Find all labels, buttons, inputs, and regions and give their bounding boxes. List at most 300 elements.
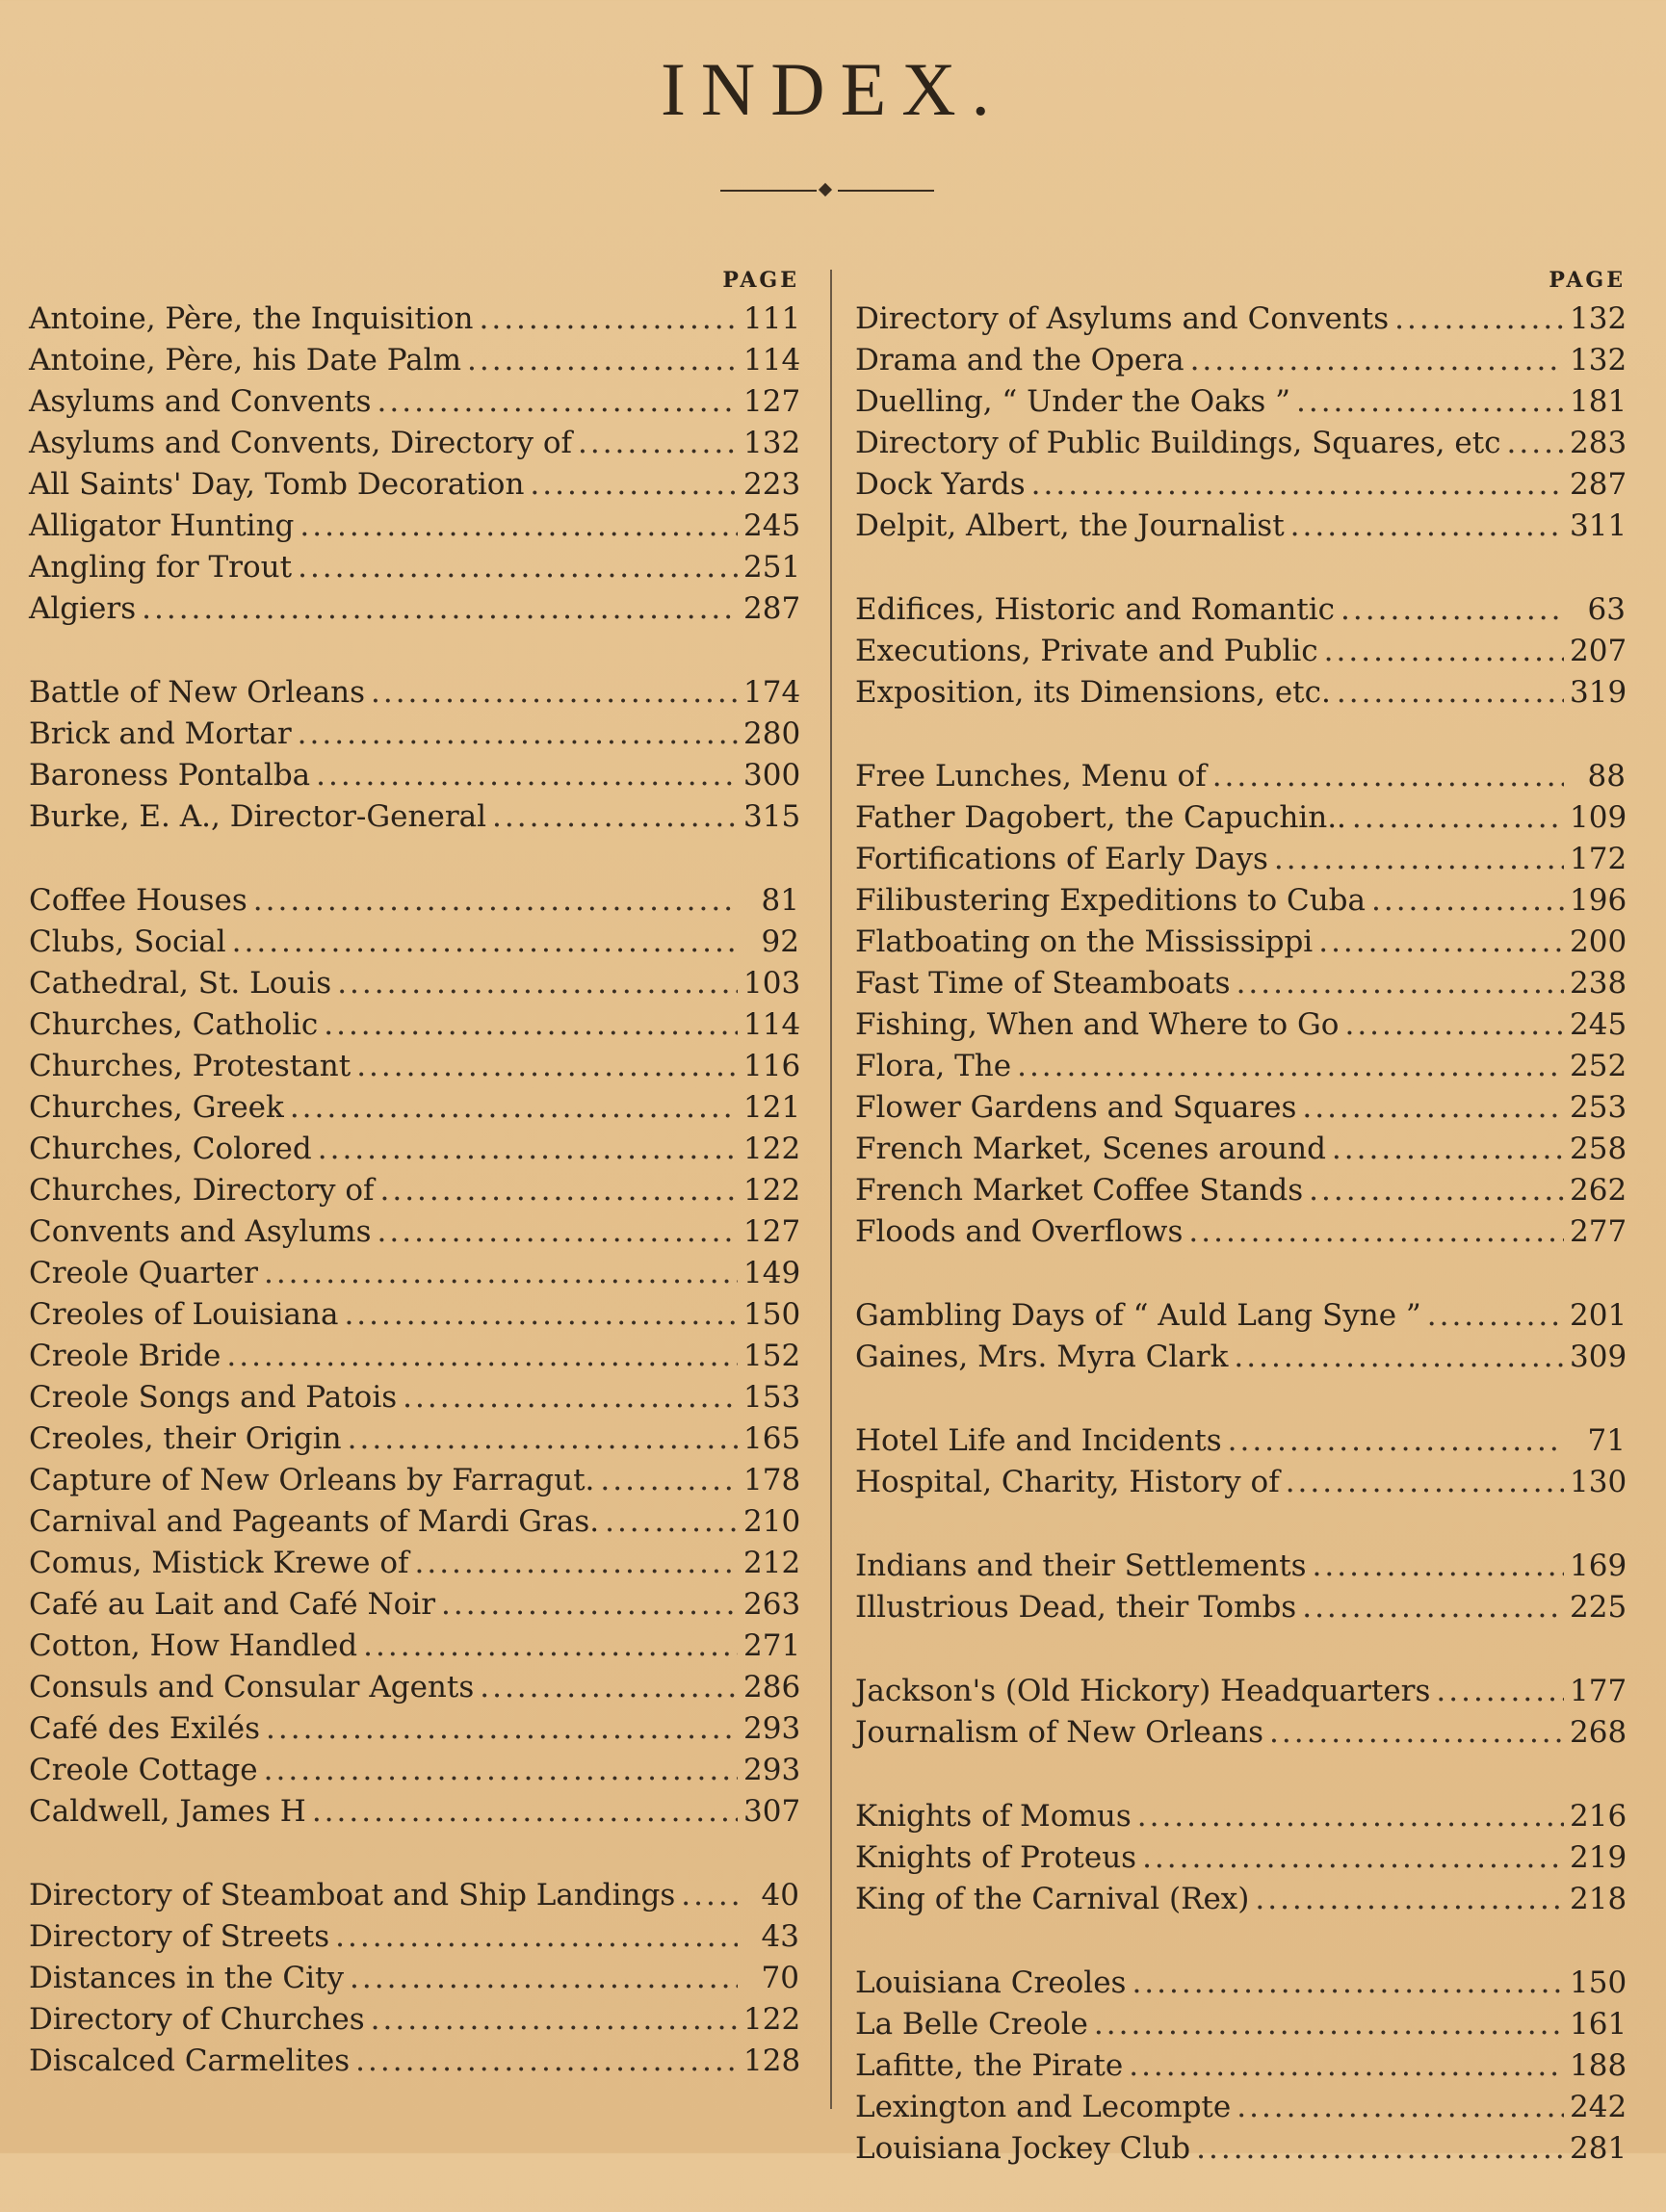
dot-leader: [1142, 1837, 1564, 1879]
entry-name: Drama and the Opera: [855, 343, 1184, 377]
dot-leader: [299, 506, 738, 547]
entry-name: Antoine, Père, the Inquisition: [29, 301, 474, 336]
index-entry: [29, 1875, 799, 1916]
index-entry: [29, 1667, 799, 1708]
index-entry: [29, 755, 799, 796]
entry-page-number: 218: [1570, 1882, 1627, 1916]
entry-name: Directory of Steamboat and Ship Landings: [29, 1878, 676, 1913]
entry-name: Alligator Hunting: [29, 508, 295, 543]
dot-leader: [1302, 1087, 1564, 1129]
entry-name: Gambling Days of “ Auld Lang Syne ”: [855, 1298, 1421, 1333]
dot-leader: [480, 1667, 738, 1708]
dot-leader: [1290, 506, 1564, 547]
index-entry: [29, 1418, 799, 1460]
entry-name: Angling for Trout: [29, 550, 293, 585]
entry-name: Flatboating on the Mississippi: [855, 924, 1314, 959]
entry-page-number: 165: [743, 1421, 801, 1456]
entry-name: Directory of Asylums and Convents: [855, 301, 1390, 336]
index-entry: [855, 839, 1626, 880]
entry-page-number: 263: [743, 1587, 801, 1622]
index-entry: [29, 1626, 799, 1667]
entry-page-number: 127: [743, 384, 801, 419]
entry-page-number: 169: [1570, 1548, 1627, 1583]
entry-page-number: 161: [1570, 2007, 1627, 2042]
index-group: [29, 880, 799, 1833]
entry-name: Knights of Momus: [855, 1799, 1132, 1834]
entry-name: Father Dagobert, the Capuchin..: [855, 800, 1346, 835]
dot-leader: [441, 1584, 738, 1626]
index-entry: [29, 423, 799, 464]
index-entry: [855, 1837, 1626, 1879]
index-entry: [29, 506, 799, 547]
entry-page-number: 216: [1570, 1799, 1627, 1834]
dot-leader: [1436, 1671, 1564, 1712]
dot-leader: [1031, 464, 1564, 506]
dot-leader: [1255, 1879, 1564, 1920]
entry-name: Lafitte, the Pirate: [855, 2048, 1124, 2083]
entry-page-number: 271: [743, 1628, 801, 1663]
entry-page-number: 103: [743, 966, 801, 1001]
entry-name: Fishing, When and Where to Go: [855, 1007, 1340, 1042]
entry-page-number: 153: [743, 1380, 801, 1415]
index-entry: [29, 1129, 799, 1170]
entry-page-number: 287: [1570, 467, 1627, 502]
entry-name: Café au Lait and Café Noir: [29, 1587, 436, 1622]
index-entry: [29, 1377, 799, 1418]
entry-page-number: 225: [1570, 1590, 1627, 1625]
entry-name: Creole Cottage: [29, 1753, 258, 1787]
dot-leader: [1236, 2087, 1564, 2128]
entry-name: French Market, Scenes around: [855, 1132, 1326, 1166]
entry-page-number: 238: [1570, 966, 1627, 1001]
entry-name: Antoine, Père, his Date Palm: [29, 343, 461, 377]
dot-leader: [1309, 1170, 1564, 1211]
entry-page-number: 149: [743, 1256, 801, 1290]
page-title: INDEX.: [660, 47, 1006, 131]
entry-name: Carnival and Pageants of Mardi Gras.: [29, 1504, 600, 1539]
entry-name: Churches, Greek: [29, 1090, 284, 1125]
index-entry: [29, 672, 799, 714]
entry-page-number: 122: [743, 2002, 801, 2037]
index-entry: [29, 1211, 799, 1253]
dot-leader: [1507, 423, 1564, 464]
dot-leader: [356, 1046, 738, 1087]
entry-name: Cotton, How Handled: [29, 1628, 358, 1663]
entry-name: Distances in the City: [29, 1961, 345, 1995]
dot-leader: [578, 423, 738, 464]
entry-page-number: 181: [1570, 384, 1627, 419]
dot-leader: [1274, 839, 1564, 880]
entry-page-number: 40: [761, 1878, 799, 1913]
index-entry: [855, 589, 1626, 631]
index-group: [855, 1420, 1626, 1503]
dot-leader: [1337, 672, 1564, 714]
index-entry: [29, 1708, 799, 1750]
dot-leader: [266, 1708, 738, 1750]
dot-leader: [1302, 1587, 1564, 1628]
entry-page-number: 63: [1587, 592, 1626, 627]
index-entry: [855, 1087, 1626, 1129]
entry-page-number: 201: [1570, 1298, 1627, 1333]
entry-name: Capture of New Orleans by Farragut.: [29, 1463, 595, 1497]
dot-leader: [318, 1129, 738, 1170]
entry-page-number: 178: [743, 1463, 801, 1497]
dot-leader: [348, 1418, 738, 1460]
dot-leader: [1332, 1129, 1564, 1170]
dot-leader: [1234, 1337, 1564, 1378]
entry-page-number: 109: [1570, 800, 1627, 835]
entry-name: Asylums and Convents: [29, 384, 372, 419]
index-entry: [29, 1958, 799, 1999]
entry-page-number: 70: [761, 1961, 799, 1995]
entry-name: Clubs, Social: [29, 924, 226, 959]
dot-leader: [316, 755, 738, 796]
index-entry: [29, 1253, 799, 1294]
index-group: [855, 1963, 1626, 2170]
dot-leader: [1344, 1004, 1564, 1046]
entry-page-number: 174: [743, 675, 801, 710]
entry-name: Churches, Catholic: [29, 1007, 319, 1042]
entry-name: Café des Exilés: [29, 1711, 261, 1746]
entry-name: Comus, Mistick Krewe of: [29, 1546, 409, 1580]
dot-leader: [355, 2041, 738, 2082]
entry-name: Fortifications of Early Days: [855, 842, 1268, 876]
entry-page-number: 43: [761, 1919, 799, 1954]
entry-name: Free Lunches, Menu of: [855, 759, 1207, 794]
index-entry: [29, 963, 799, 1004]
index-entry: [855, 423, 1626, 464]
dot-leader: [371, 1999, 738, 2041]
dot-leader: [1427, 1295, 1564, 1337]
entry-name: Floods and Overflows: [855, 1214, 1184, 1249]
index-entry: [29, 588, 799, 630]
dot-leader: [142, 588, 738, 630]
dot-leader: [1137, 1796, 1564, 1837]
entry-page-number: 245: [1570, 1007, 1627, 1042]
entry-name: Cathedral, St. Louis: [29, 966, 332, 1001]
index-entry: [855, 672, 1626, 714]
dot-leader: [1132, 1963, 1564, 2004]
entry-name: All Saints' Day, Tomb Decoration: [29, 467, 525, 502]
diamond-icon: [819, 183, 832, 196]
dot-leader: [363, 1626, 738, 1667]
entry-page-number: 277: [1570, 1214, 1627, 1249]
dot-leader: [1296, 381, 1564, 423]
entry-page-number: 150: [743, 1297, 801, 1332]
dot-leader: [226, 1336, 738, 1377]
index-entry: [855, 922, 1626, 963]
dot-leader: [264, 1253, 738, 1294]
entry-page-number: 309: [1570, 1340, 1627, 1374]
dot-leader: [605, 1501, 738, 1543]
entry-name: Directory of Public Buildings, Squares, etc: [855, 426, 1501, 460]
index-entry: [855, 1170, 1626, 1211]
index-entry: [29, 1460, 799, 1501]
entry-name: Brick and Mortar: [29, 716, 292, 751]
dot-leader: [1236, 963, 1564, 1004]
entry-name: Coffee Houses: [29, 883, 247, 918]
index-entry: [29, 1750, 799, 1791]
index-group: [29, 1875, 799, 2082]
entry-page-number: 122: [743, 1132, 801, 1166]
entry-page-number: 293: [743, 1711, 801, 1746]
index-entry: [29, 1543, 799, 1584]
index-group: [855, 756, 1626, 1253]
index-group: [855, 1546, 1626, 1628]
entry-page-number: 245: [743, 508, 801, 543]
entry-name: Flora, The: [855, 1049, 1012, 1083]
index-entry: [855, 1046, 1626, 1087]
dot-leader: [350, 1958, 738, 1999]
entry-name: Discalced Carmelites: [29, 2043, 351, 2078]
entry-name: Convents and Asylums: [29, 1214, 372, 1249]
entry-page-number: 207: [1570, 634, 1627, 668]
dot-leader: [1352, 797, 1564, 839]
index-group: [855, 589, 1626, 714]
entry-page-number: 251: [743, 550, 801, 585]
entry-page-number: 128: [743, 2043, 801, 2078]
entry-page-number: 127: [743, 1214, 801, 1249]
index-entry: [29, 1584, 799, 1626]
index-entry: [855, 1796, 1626, 1837]
entry-name: Baroness Pontalba: [29, 758, 311, 793]
entry-name: Dock Yards: [855, 467, 1026, 502]
entry-page-number: 114: [743, 1007, 801, 1042]
entry-name: Caldwell, James H: [29, 1794, 306, 1829]
entry-page-number: 319: [1570, 675, 1627, 710]
index-entry: [855, 880, 1626, 922]
index-entry: [855, 2045, 1626, 2087]
entry-name: Gaines, Mrs. Myra Clark: [855, 1340, 1229, 1374]
index-entry: [29, 1004, 799, 1046]
entry-name: Flower Gardens and Squares: [855, 1090, 1297, 1125]
entry-page-number: 114: [743, 343, 801, 377]
index-entry: [855, 1546, 1626, 1587]
dot-leader: [253, 880, 738, 922]
page-header-label: PAGE: [1549, 268, 1626, 293]
entry-page-number: 111: [743, 301, 801, 336]
dot-leader: [1324, 631, 1564, 672]
entry-name: Exposition, its Dimensions, etc.: [855, 675, 1331, 710]
index-entry: [855, 1337, 1626, 1378]
index-group: [855, 299, 1626, 547]
dot-leader: [344, 1294, 738, 1336]
entry-page-number: 242: [1570, 2090, 1627, 2124]
entry-name: Creole Songs and Patois: [29, 1380, 398, 1415]
index-entry: [29, 299, 799, 340]
entry-name: Consuls and Consular Agents: [29, 1670, 475, 1705]
ornament-rule-right: [838, 190, 934, 192]
index-entry: [29, 714, 799, 755]
entry-page-number: 121: [743, 1090, 801, 1125]
entry-name: Illustrious Dead, their Tombs: [855, 1590, 1297, 1625]
dot-leader: [467, 340, 738, 381]
index-group: [855, 1796, 1626, 1920]
entry-name: Hotel Life and Incidents: [855, 1423, 1222, 1458]
entry-page-number: 81: [761, 883, 799, 918]
entry-page-number: 258: [1570, 1132, 1627, 1166]
entry-page-number: 88: [1587, 759, 1626, 794]
index-entry: [29, 1916, 799, 1958]
dot-leader: [1318, 922, 1564, 963]
dot-leader: [380, 1170, 739, 1211]
index-entry: [855, 1712, 1626, 1754]
index-entry: [29, 464, 799, 506]
index-entry: [855, 381, 1626, 423]
index-entry: [855, 1587, 1626, 1628]
dot-leader: [1313, 1546, 1564, 1587]
ornament-rule-left: [720, 190, 817, 192]
index-entry: [855, 797, 1626, 839]
entry-name: Executions, Private and Public: [855, 634, 1318, 668]
dot-leader: [681, 1875, 738, 1916]
entry-page-number: 268: [1570, 1715, 1627, 1750]
entry-page-number: 300: [743, 758, 801, 793]
entry-page-number: 283: [1570, 426, 1627, 460]
entry-page-number: 122: [743, 1173, 801, 1208]
entry-page-number: 116: [743, 1049, 801, 1083]
entry-page-number: 130: [1570, 1465, 1627, 1499]
dot-leader: [1094, 2004, 1564, 2045]
entry-page-number: 200: [1570, 924, 1627, 959]
index-entry: [29, 1999, 799, 2041]
entry-page-number: 223: [743, 467, 801, 502]
entry-name: Fast Time of Steamboats: [855, 966, 1231, 1001]
index-entry: [855, 1462, 1626, 1503]
dot-leader: [1269, 1712, 1564, 1754]
index-entry: [855, 340, 1626, 381]
entry-name: Churches, Protestant: [29, 1049, 351, 1083]
entry-name: Knights of Proteus: [855, 1840, 1137, 1875]
dot-leader: [377, 381, 738, 423]
index-entry: [855, 2128, 1626, 2170]
index-entry: [855, 1671, 1626, 1712]
index-entry: [29, 1046, 799, 1087]
dot-leader: [337, 963, 738, 1004]
dot-leader: [1371, 880, 1564, 922]
entry-name: Churches, Colored: [29, 1132, 312, 1166]
index-entry: [855, 1420, 1626, 1462]
entry-page-number: 210: [743, 1504, 801, 1539]
index-entry: [855, 1129, 1626, 1170]
entry-page-number: 315: [743, 799, 801, 834]
index-entry: [855, 2004, 1626, 2045]
dot-leader: [264, 1750, 738, 1791]
dot-leader: [1196, 2128, 1564, 2170]
dot-leader: [1017, 1046, 1564, 1087]
dot-leader: [415, 1543, 739, 1584]
index-entry: [855, 464, 1626, 506]
entry-name: Asylums and Convents, Directory of: [29, 426, 572, 460]
entry-name: Creole Quarter: [29, 1256, 258, 1290]
entry-page-number: 152: [743, 1339, 801, 1373]
title-ornament: [720, 181, 934, 200]
entry-name: French Market Coffee Stands: [855, 1173, 1304, 1208]
index-entry: [29, 1294, 799, 1336]
dot-leader: [492, 796, 738, 838]
entry-name: Louisiana Creoles: [855, 1965, 1127, 2000]
entry-name: Creoles of Louisiana: [29, 1297, 339, 1332]
dot-leader: [600, 1460, 738, 1501]
index-entry: [29, 796, 799, 838]
entry-page-number: 177: [1570, 1674, 1627, 1708]
index-entry: [29, 547, 799, 588]
entry-name: Directory of Streets: [29, 1919, 330, 1954]
entry-page-number: 281: [1570, 2131, 1627, 2166]
entry-page-number: 212: [743, 1546, 801, 1580]
index-entry: [29, 340, 799, 381]
entry-name: Algiers: [29, 591, 137, 626]
entry-name: Delpit, Albert, the Journalist: [855, 508, 1285, 543]
index-entry: [855, 1295, 1626, 1337]
index-entry: [29, 1336, 799, 1377]
entry-name: Creole Bride: [29, 1339, 221, 1373]
entry-page-number: 307: [743, 1794, 801, 1829]
index-entry: [29, 1170, 799, 1211]
dot-leader: [1394, 299, 1564, 340]
entry-page-number: 293: [743, 1753, 801, 1787]
entry-name: La Belle Creole: [855, 2007, 1088, 2042]
index-entry: [855, 506, 1626, 547]
index-group: [855, 1671, 1626, 1754]
entry-page-number: 311: [1570, 508, 1627, 543]
column-divider: [830, 270, 832, 2109]
index-entry: [855, 631, 1626, 672]
dot-leader: [403, 1377, 738, 1418]
dot-leader: [298, 547, 738, 588]
entry-page-number: 132: [1570, 343, 1627, 377]
entry-page-number: 262: [1570, 1173, 1627, 1208]
dot-leader: [1286, 1462, 1564, 1503]
dot-leader: [530, 464, 738, 506]
index-entry: [855, 1879, 1626, 1920]
entry-page-number: 286: [743, 1670, 801, 1705]
index-column-right: [855, 262, 1626, 2212]
dot-leader: [232, 922, 738, 963]
entry-page-number: 150: [1570, 1965, 1627, 2000]
entry-page-number: 71: [1587, 1423, 1626, 1458]
entry-page-number: 92: [761, 924, 799, 959]
entry-name: Burke, E. A., Director-General: [29, 799, 487, 834]
entry-page-number: 253: [1570, 1090, 1627, 1125]
dot-leader: [479, 299, 738, 340]
entry-name: Filibustering Expeditions to Cuba: [855, 883, 1366, 918]
dot-leader: [324, 1004, 738, 1046]
index-entry: [29, 381, 799, 423]
entry-name: Duelling, “ Under the Oaks ”: [855, 384, 1290, 419]
entry-page-number: 172: [1570, 842, 1627, 876]
dot-leader: [377, 1211, 738, 1253]
entry-name: Edifices, Historic and Romantic: [855, 592, 1336, 627]
index-entry: [855, 1004, 1626, 1046]
index-entry: [29, 1087, 799, 1129]
dot-leader: [1188, 1211, 1564, 1253]
dot-leader: [335, 1916, 738, 1958]
dot-leader: [1341, 589, 1564, 631]
index-group: [855, 1295, 1626, 1378]
index-column-left: [29, 262, 799, 2124]
entry-name: Louisiana Jockey Club: [855, 2131, 1191, 2166]
dot-leader: [1212, 756, 1564, 797]
entry-page-number: 188: [1570, 2048, 1627, 2083]
entry-name: Creoles, their Origin: [29, 1421, 342, 1456]
entry-name: Churches, Directory of: [29, 1173, 375, 1208]
entry-name: King of the Carnival (Rex): [855, 1882, 1250, 1916]
index-entry: [29, 922, 799, 963]
dot-leader: [312, 1791, 738, 1833]
entry-name: Indians and their Settlements: [855, 1548, 1307, 1583]
index-entry: [855, 963, 1626, 1004]
